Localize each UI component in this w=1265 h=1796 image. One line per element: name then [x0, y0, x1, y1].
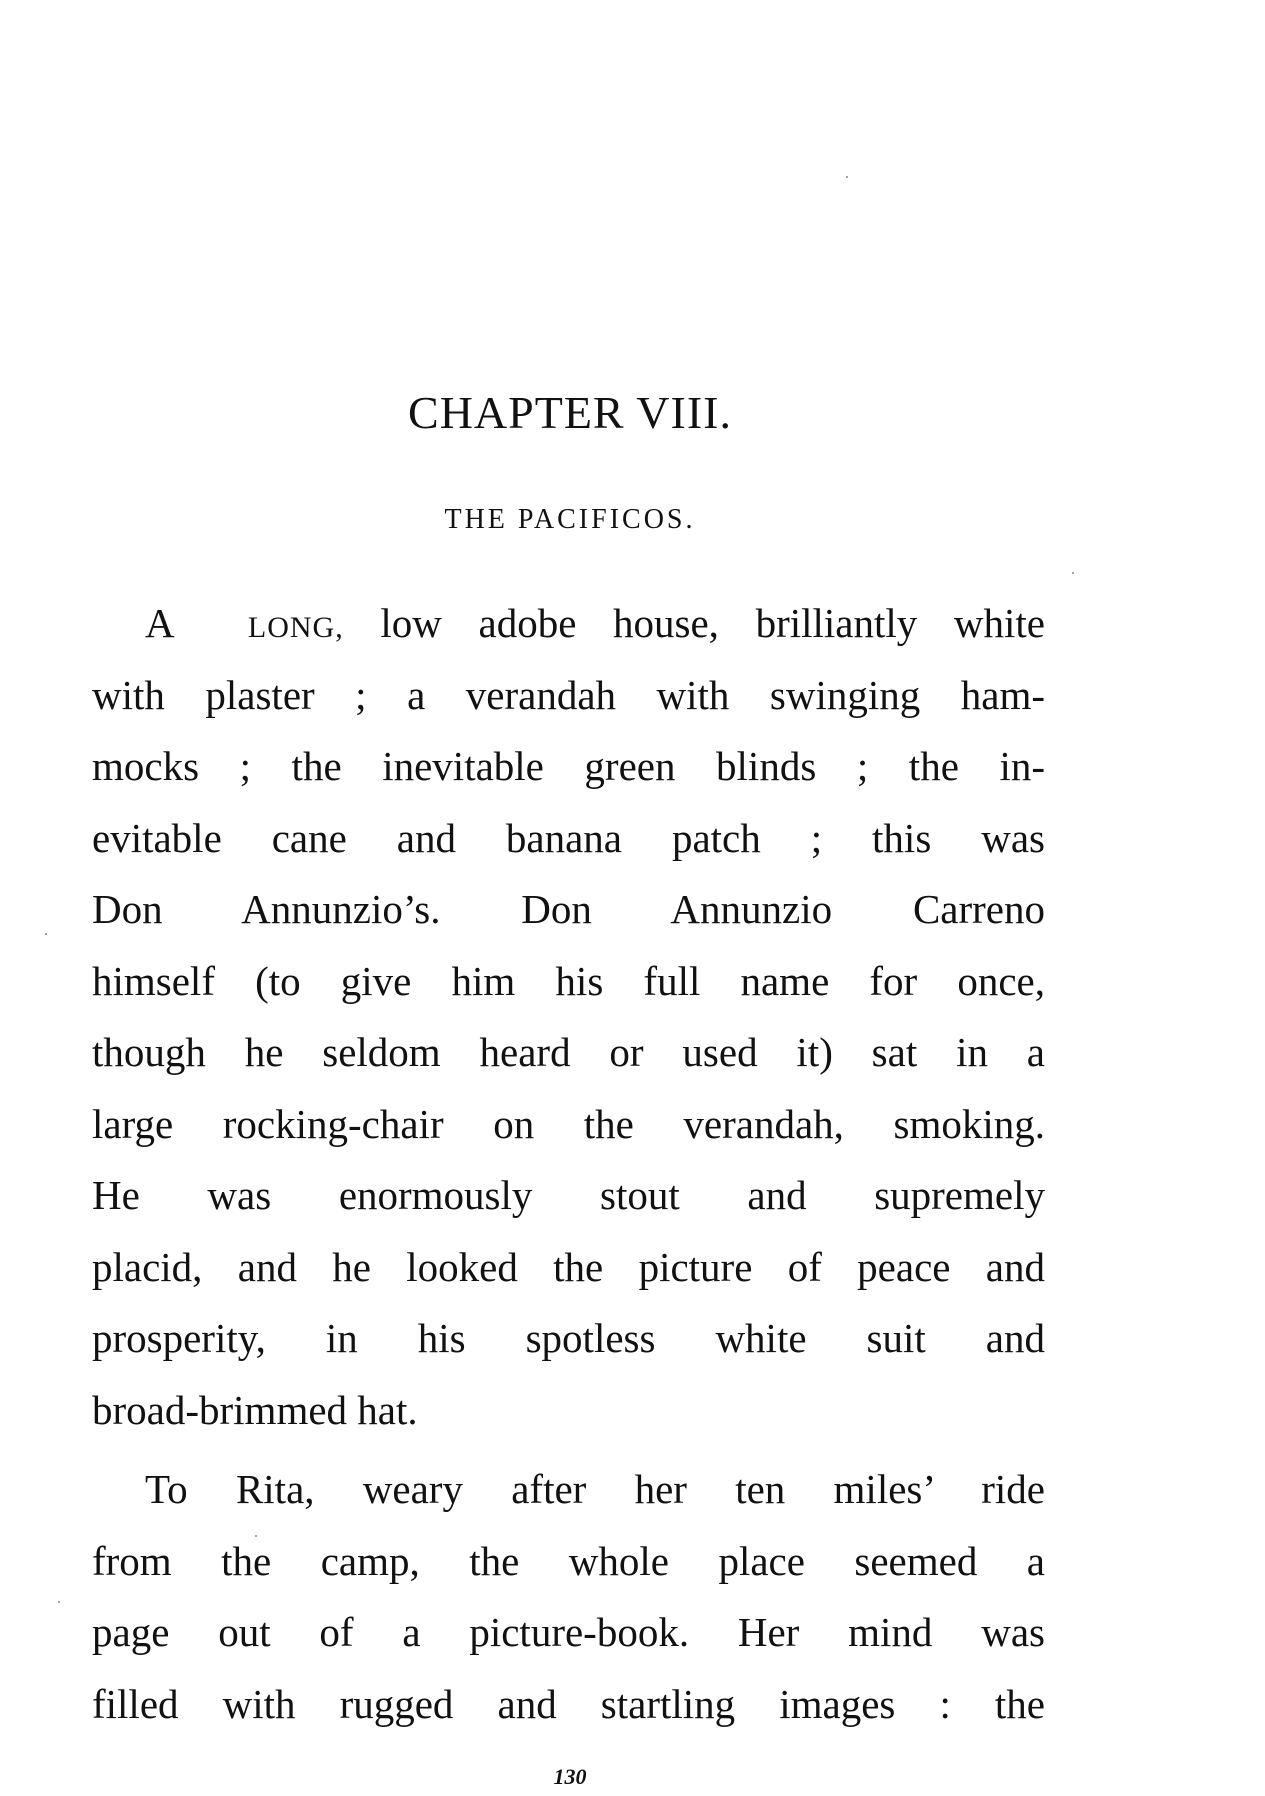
paper-speck: [846, 176, 848, 178]
paragraph-gap: [92, 1446, 1045, 1454]
paper-speck: [45, 933, 47, 935]
body-text: [92, 588, 1045, 1740]
text-line: large rocking-chair on the verandah, smoking.: [92, 1100, 1045, 1147]
text-line: though he seldom heard or used it) sat in a: [92, 1029, 1045, 1075]
text-line: with plaster ; a verandah with swinging ham-: [92, 671, 1045, 718]
paragraph-1: [92, 588, 1045, 1446]
first-line-rest: low adobe house, brilliantly white: [343, 600, 1045, 646]
chapter-title: CHAPTER VIII.: [408, 387, 732, 438]
text-line: page out of a picture-book. Her mind was: [92, 1609, 1045, 1655]
text-line: filled with rugged and startling images : the: [92, 1680, 1045, 1727]
text-line: mocks ; the inevitable green blinds ; the in-: [92, 743, 1045, 789]
lead-smallcaps: LONG,: [247, 611, 344, 644]
text-line: broad-brimmed hat.: [92, 1386, 418, 1433]
text-line: Don Annunzio’s. Don Annunzio Carreno: [92, 886, 1045, 932]
paper-speck: [255, 1535, 257, 1537]
text-line: He was enormously stout and supremely: [92, 1172, 1045, 1218]
text-line: placid, and he looked the picture of peace and: [92, 1243, 1045, 1290]
chapter-subtitle: THE PACIFICOS.: [444, 504, 696, 535]
lead-letter: A: [145, 600, 175, 646]
text-line: prosperity, in his spotless white suit and: [92, 1315, 1045, 1361]
paper-speck: [1072, 572, 1074, 574]
page-number: 130: [553, 1764, 587, 1789]
text-line: himself (to give him his full name for once,: [92, 957, 1045, 1004]
text-line: [92, 588, 1045, 660]
text-line: evitable cane and banana patch ; this was: [92, 814, 1045, 861]
text-line: from the camp, the whole place seemed a: [92, 1537, 1045, 1584]
text-line: To Rita, weary after her ten miles’ ride: [145, 1466, 1045, 1512]
paragraph-2: [92, 1454, 1045, 1740]
paper-speck: [58, 1601, 60, 1603]
